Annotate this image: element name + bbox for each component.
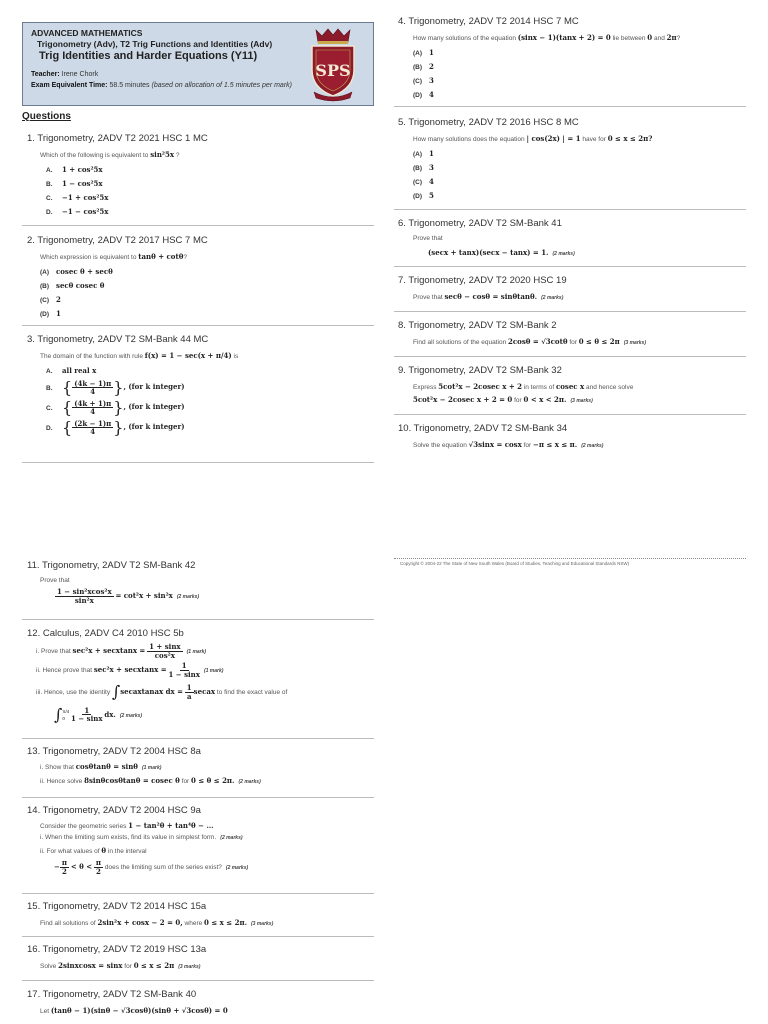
question-7 (398, 275, 567, 302)
question-11 (27, 560, 199, 605)
option-d[interactable]: D. −1 − cos²5x (46, 207, 109, 217)
header-box (22, 22, 374, 106)
question-title: 5. Trigonometry, 2ADV T2 2016 HSC 8 MC (398, 117, 579, 128)
copyright-text: Copyright © 2004-22 The State of New South Wales (Board of Studies, Teaching and Educational Standards NSW) (400, 561, 630, 566)
option-a[interactable]: A. 1 + cos²5x (46, 165, 103, 175)
option-d[interactable]: (D) 5 (413, 191, 434, 201)
option-c[interactable]: (C) 3 (413, 76, 434, 86)
question-14 (27, 805, 248, 876)
options-list (413, 48, 680, 99)
question-text: Prove that (40, 577, 70, 584)
part-iii: iii. Hence, use the identity ∫secaxtanax dx = $\frac{1}{a}$ secax to find the exact value of (36, 681, 288, 701)
option-d[interactable]: D. { $\frac{(2k - 1)\pi}{4}$ }, (for k integer) (46, 418, 185, 438)
question-title: 15. Trigonometry, 2ADV T2 2014 HSC 15a (27, 901, 207, 912)
question-6 (398, 218, 575, 259)
question-text: Prove that (413, 235, 443, 242)
topic-label: Trigonometry (Adv), T2 Trig Functions and Identities (Adv) (37, 39, 273, 49)
question-10 (398, 423, 603, 450)
footer-divider (394, 558, 746, 559)
svg-text:SPS: SPS (315, 61, 351, 80)
question-text: Find all solutions of the equation 2cosθ = √3cotθ for 0 ≤ θ ≤ 2π (3 marks) (413, 337, 646, 346)
definite-integral: ∫ π/4 0 $\frac{1}{1 - \sin x}$ dx. (2 marks) (54, 704, 143, 724)
question-text: Solve the equation √3sinx = cosx for −π ≤ x ≤ π. (2 marks) (413, 440, 604, 449)
subject-label: ADVANCED MATHEMATICS (31, 28, 143, 38)
question-title: 17. Trigonometry, 2ADV T2 SM-Bank 40 (27, 989, 197, 1000)
options-list (46, 165, 208, 216)
question-text: Express 5cot²x − 2cosec x + 2 in terms of cosec x and hence solve (413, 382, 634, 391)
question-title: 9. Trigonometry, 2ADV T2 SM-Bank 32 (398, 365, 562, 376)
exam-time-line: Exam Equivalent Time: 58.5 minutes (based on allocation of 1.5 minutes per mark) (31, 82, 292, 89)
question-text: Prove that secθ − cosθ = sinθtanθ. (2 marks) (413, 292, 564, 301)
question-8 (398, 320, 646, 347)
question-17 (27, 989, 228, 1016)
divider (394, 106, 746, 107)
divider (394, 356, 746, 357)
question-title: 6. Trigonometry, 2ADV T2 SM-Bank 41 (398, 218, 562, 229)
question-text: How many solutions does the equation | cos(2x) | = 1 have for 0 ≤ x ≤ 2π? (413, 134, 653, 143)
question-title: 8. Trigonometry, 2ADV T2 SM-Bank 2 (398, 320, 557, 331)
question-15 (27, 901, 273, 928)
options-list (46, 366, 238, 437)
question-text: Find all solutions of 2sin²x + cosx − 2 = 0, where 0 ≤ x ≤ 2π. (3 marks) (40, 918, 274, 927)
option-d[interactable]: (D) 4 (413, 90, 434, 100)
divider (394, 311, 746, 312)
option-b[interactable]: B. 1 − cos²5x (46, 179, 103, 189)
question-2 (27, 235, 208, 318)
question-title: 4. Trigonometry, 2ADV T2 2014 HSC 7 MC (398, 16, 579, 27)
interval: − $\frac{\pi}{2}$ < θ < $\frac{\pi}{2}$ does the limiting sum of the series exist? (2 marks) (54, 858, 249, 876)
question-text: Which expression is equivalent to tanθ + cotθ? (40, 252, 188, 261)
options-list (413, 149, 652, 200)
question-title: 3. Trigonometry, 2ADV T2 SM-Bank 44 MC (27, 334, 209, 345)
question-title: 14. Trigonometry, 2ADV T2 2004 HSC 9a (27, 805, 201, 816)
question-title: 1. Trigonometry, 2ADV T2 2021 HSC 1 MC (27, 133, 208, 144)
question-title: 10. Trigonometry, 2ADV T2 SM-Bank 34 (398, 423, 568, 434)
question-title: 11. Trigonometry, 2ADV T2 SM-Bank 42 (27, 560, 196, 571)
question-title: 13. Trigonometry, 2ADV T2 2004 HSC 8a (27, 746, 201, 757)
option-b[interactable]: B. { $\frac{(4k - 1)\pi}{4}$ }, (for k integer) (46, 378, 185, 398)
part-ii: ii. Hence solve 8sinθcosθtanθ = cosec θ for 0 ≤ θ ≤ 2π. (2 marks) (40, 776, 261, 786)
teacher-line: Teacher: Irene Chork (31, 71, 99, 78)
divider (22, 619, 374, 620)
question-16 (27, 944, 206, 971)
question-5 (398, 117, 652, 200)
question-3 (27, 334, 238, 437)
options-list (40, 267, 208, 318)
option-a[interactable]: (A) 1 (413, 149, 434, 159)
question-text: Let (tanθ − 1)(sinθ − √3cosθ)(sinθ + √3cosθ) = 0 (40, 1006, 228, 1015)
question-title: 12. Calculus, 2ADV C4 2010 HSC 5b (27, 628, 184, 639)
divider (394, 209, 746, 210)
part-i: i. When the limiting sum exists, find its value in simplest form. (2 marks) (40, 834, 243, 842)
divider (22, 462, 374, 463)
question-expression: $\frac{\text{1 − sin²xcos²x}}{\text{sin²x}}$ = cot²x + sin²x (2 marks) (57, 587, 200, 606)
option-c[interactable]: C. { $\frac{(4k + 1)\pi}{4}$ }, (for k integer) (46, 398, 185, 418)
divider (22, 325, 374, 326)
part-i: i. Show that cosθtanθ = sinθ (1 mark) (40, 762, 162, 771)
option-d[interactable]: (D) 1 (40, 309, 61, 319)
question-title: 7. Trigonometry, 2ADV T2 2020 HSC 19 (398, 275, 567, 286)
divider (394, 266, 746, 267)
page-title: Trig Identities and Harder Equations (Y11) (39, 50, 258, 62)
part-ii: ii. Hence prove that sec²x + secxtanx = $\frac{1}{1 - \sin x}$ (1 mark) (36, 661, 224, 680)
question-text: Consider the geometric series 1 − tan²θ + tan⁴θ − … (40, 821, 214, 830)
option-b[interactable]: (B) 2 (413, 62, 434, 72)
divider (22, 893, 374, 894)
part-i: i. Prove that sec²x + secxtanx = $\frac{1 + \sin x}{\text{cos²x}}$ (1 mark) (36, 642, 207, 660)
school-crest-icon (308, 26, 358, 102)
question-text: Solve 2sinxcosx = sinx for 0 ≤ x ≤ 2π (3 marks) (40, 961, 201, 970)
option-a[interactable]: A. all real x (46, 366, 97, 376)
question-text: Which of the following is equivalent to sin²5x ? (40, 150, 180, 159)
divider (22, 936, 374, 937)
question-1 (27, 133, 208, 216)
divider (22, 980, 374, 981)
question-text: How many solutions of the equation (sinx − 1)(tanx + 2) = 0 lie between 0 and 2π? (413, 33, 681, 42)
divider (22, 225, 374, 226)
question-title: 2. Trigonometry, 2ADV T2 2017 HSC 7 MC (27, 235, 208, 246)
part-ii: ii. For what values of θ in the interval (40, 845, 147, 855)
question-expression: (secx + tanx)(secx − tanx) = 1. (2 marks) (428, 248, 575, 258)
option-b[interactable]: (B) secθ cosec θ (40, 281, 105, 291)
question-13 (27, 746, 261, 787)
question-title: 16. Trigonometry, 2ADV T2 2019 HSC 13a (27, 944, 207, 955)
divider (22, 738, 374, 739)
divider (22, 797, 374, 798)
question-12 (27, 628, 287, 725)
option-a[interactable]: (A) cosec θ + secθ (40, 267, 113, 277)
option-c[interactable]: C. −1 + cos²5x (46, 193, 109, 203)
question-text: The domain of the function with rule f(x) = 1 − sec(x + π/4) is (40, 351, 239, 360)
divider (394, 414, 746, 415)
question-9 (398, 365, 633, 406)
option-b[interactable]: (B) 3 (413, 163, 434, 173)
questions-heading: Questions (22, 111, 71, 122)
option-c[interactable]: (C) 2 (40, 295, 61, 305)
option-c[interactable]: (C) 4 (413, 177, 434, 187)
question-equation: 5cot²x − 2cosec x + 2 = 0 for 0 < x < 2π. (3 marks) (413, 395, 593, 405)
question-4 (398, 16, 680, 99)
option-a[interactable]: (A) 1 (413, 48, 434, 58)
